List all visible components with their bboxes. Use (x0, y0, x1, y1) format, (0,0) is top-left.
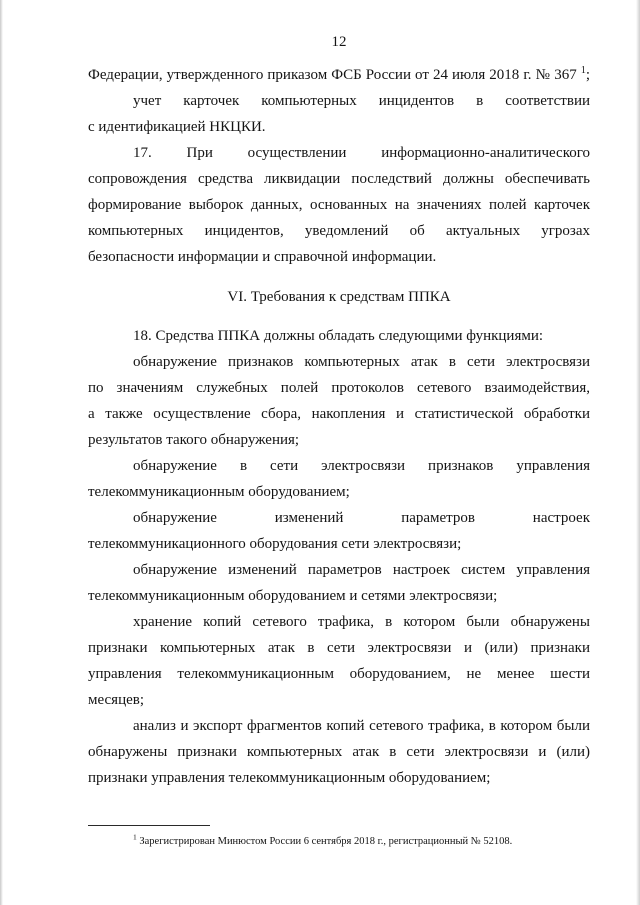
text-line: компьютерных инцидентов, уведомлений об актуальных угрозах (88, 223, 590, 239)
text-line: обнаружение признаков компьютерных атак в сети электросвязи (133, 354, 590, 370)
text-line: 17. При осуществлении информационно-аналитического (133, 145, 590, 161)
text-line: учет карточек компьютерных инцидентов в соответствии (133, 93, 590, 109)
text-line: телекоммуникационным оборудованием и сетями электросвязи; (88, 588, 498, 604)
footnote-text: Зарегистрирован Минюстом России 6 сентября 2018 г., регистрационный № 52108. (139, 836, 513, 847)
footnote-reference[interactable]: 1 (580, 65, 586, 76)
text-line: обнаружение в сети электросвязи признаков управления (133, 458, 590, 474)
scan-edge-right (636, 0, 640, 905)
text-line: по значениям служебных полей протоколов сетевого взаимодействия, (88, 380, 590, 396)
text-line: управления телекоммуникационным оборудованием, не менее шести (88, 666, 590, 682)
footnote (133, 834, 512, 850)
text-line: хранение копий сетевого трафика, в котором были обнаружены (133, 614, 590, 630)
text-line: сопровождения средства ликвидации последствий должны обеспечивать (88, 171, 590, 187)
text-line: телекоммуникационным оборудованием; (88, 484, 350, 500)
footnote-mark: 1 (133, 832, 137, 842)
text-line: признаки управления телекоммуникационным оборудованием; (88, 770, 491, 786)
section-heading: VI. Требования к средствам ППКА (227, 289, 451, 305)
text-line: безопасности информации и справочной информации. (88, 249, 437, 265)
text-line: анализ и экспорт фрагментов копий сетевого трафика, в котором были (133, 718, 590, 734)
text-line-tail: ; (585, 67, 591, 83)
text-line-content: Федерации, утвержденного приказом ФСБ России от 24 июля 2018 г. № 367 (88, 67, 577, 83)
footnote-divider (88, 825, 210, 826)
text-line (88, 65, 590, 85)
page-number: 12 (331, 34, 347, 50)
text-line: а также осуществление сбора, накопления и статистической обработки (88, 406, 590, 422)
text-line: признаки компьютерных атак в сети электросвязи и (или) признаки (88, 640, 590, 656)
text-line: обнаружение изменений параметров настроек (133, 510, 590, 526)
text-line: 18. Средства ППКА должны обладать следующими функциями: (133, 328, 544, 344)
text-line: месяцев; (88, 692, 145, 708)
text-line: обнаружены признаки компьютерных атак в сети электросвязи и (или) (88, 744, 590, 760)
text-line: с идентификацией НКЦКИ. (88, 119, 266, 135)
text-line: обнаружение изменений параметров настроек систем управления (133, 562, 590, 578)
scan-edge-left (0, 0, 3, 905)
text-line: формирование выборок данных, основанных на значениях полей карточек (88, 197, 590, 213)
text-line: результатов такого обнаружения; (88, 432, 300, 448)
text-line: телекоммуникационного оборудования сети электросвязи; (88, 536, 462, 552)
